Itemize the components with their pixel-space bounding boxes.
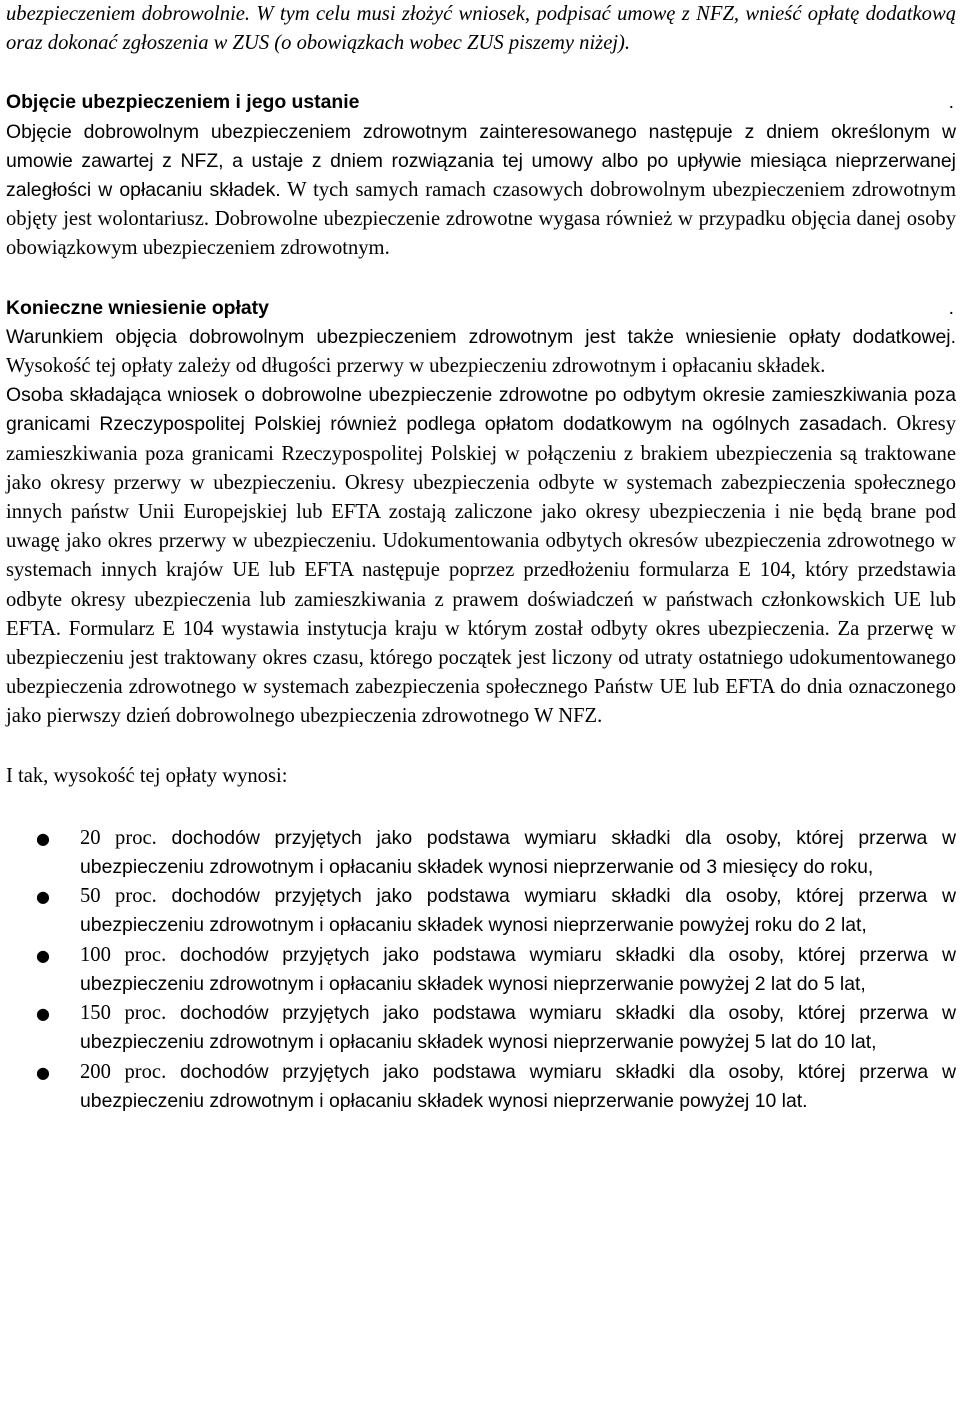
section-heading-row <box>6 294 956 323</box>
abroad-text-part3: Okresy ubezpieczenia odbyte w systemach zabezpieczenia społecznego innych państw Unii Europejskiej lub EFTA zostają zaliczone jako okresy ubezpieczenia i nie będą brane pod uwagę jako okres przerwy w ubezpieczeniu. Udokumentowania odbytych okresów ubezpieczenia zdrowotnego w systemach innych krajów UE lub EFTA następuje poprzez przedłożeniu formularza E 104, który przedstawia odbyte okresy ubezpieczenia lub zamieszkiwania z prawem doświadczeń w państwach członkowskich UE lub EFTA. Formularz E 104 wystawia instytucja kraju w którym został odbyty okres ubezpieczenia. Za przerwę w ubezpieczeniu jest traktowany okres czasu, którego początek jest liczony od utraty ostatniego udokumentowanego ubezpieczenia zdrowotnego w systemach zabezpieczenia społecznego Państw UE lub EFTA do dnia oznaczonego jako pierwszy dzień dobrowolnego ubezpieczenia zdrowotnego W NFZ. <box>6 471 956 728</box>
spacer <box>6 58 956 88</box>
fee-rate: 200 proc. <box>80 1060 167 1083</box>
fee-rate: 100 proc. <box>80 943 167 966</box>
document-page <box>6 0 956 1116</box>
coverage-paragraph <box>6 118 956 264</box>
list-item <box>6 1058 956 1116</box>
abroad-text-part2: Okresy zamieszkiwania poza granicami Rzeczypospolitej Polskiej w połączeniu z brakiem ubezpieczenia są traktowane jako okresy przerwy w ubezpieczeniu. <box>6 413 956 494</box>
fee-description: dochodów przyjętych jako podstawa wymiaru składki dla osoby, której przerwa w ubezpieczeniu zdrowotnym i opłacaniu składek wynosi nieprzerwanie powyżej 5 lat do 10 lat, <box>80 1002 957 1054</box>
fee-list <box>6 824 956 1116</box>
bullet-icon: ● <box>36 828 50 848</box>
fee-text-part1: Warunkiem objęcia dobrowolnym ubezpieczeniem zdrowotnym jest także wniesienie opłaty dodatkowej. <box>6 325 956 348</box>
spacer <box>6 732 956 762</box>
fee-text-part2: Wysokość tej opłaty zależy od długości przerwy w ubezpieczeniu zdrowotnym i opłacaniu składek. <box>6 355 826 378</box>
section-heading-fee: Konieczne wniesienie opłaty <box>6 296 269 319</box>
bullet-icon: ● <box>36 1004 50 1024</box>
bullet-icon: ● <box>36 887 50 907</box>
abroad-text-part1: Osoba składająca wniosek o dobrowolne ubezpieczenie zdrowotne po odbytym okresie zamieszkiwania poza granicami Rzeczypospolitej Polskiej również podlega opłatom dodatkowym na ogólnych zasadach. <box>6 384 956 436</box>
fee-rate: 20 proc. <box>80 826 157 849</box>
fee-description: dochodów przyjętych jako podstawa wymiaru składki dla osoby, której przerwa w ubezpieczeniu zdrowotnym i opłacaniu składek wynosi nieprzerwanie powyżej 2 lat do 5 lat, <box>80 943 957 995</box>
section-heading-row <box>6 88 956 117</box>
section-heading-coverage: Objęcie ubezpieczeniem i jego ustanie <box>6 91 360 114</box>
spacer <box>6 264 956 294</box>
list-item <box>6 882 956 940</box>
fee-description: dochodów przyjętych jako podstawa wymiaru składki dla osoby, której przerwa w ubezpieczeniu zdrowotnym i opłacaniu składek wynosi nieprzerwanie powyżej roku do 2 lat, <box>80 885 956 937</box>
heading-dot: . <box>948 296 954 319</box>
coverage-text-part2: W tych samych ramach czasowych dobrowolnym ubezpieczeniem zdrowotnym objęty jest wolontariusz. <box>6 179 956 231</box>
intro-paragraph: ubezpieczeniem dobrowolnie. W tym celu musi złożyć wniosek, podpisać umowę z NFZ, wnieść opłatę dodatkową oraz dokonać zgłoszenia w ZUS (o obowiązkach wobec ZUS piszemy niżej). <box>6 3 956 55</box>
fee-paragraph <box>6 323 956 381</box>
coverage-text-part3: Dobrowolne ubezpieczenie zdrowotne wygasa również w przypadku objęcia danej osoby obowiązkowym ubezpieczeniem zdrowotnym. <box>6 208 956 260</box>
list-item <box>6 999 956 1057</box>
fee-list-lead: I tak, wysokość tej opłaty wynosi: <box>6 764 288 787</box>
coverage-text-part1: Objęcie dobrowolnym ubezpieczeniem zdrowotnym zainteresowanego następuje z dniem określonym w umowie zawartej z NFZ, a ustaje z dniem rozwiązania tej umowy albo po upływie miesiąca nieprzerwanej zaległości w opłacaniu składek. <box>6 120 956 202</box>
fee-rate: 150 proc. <box>80 1002 167 1025</box>
fee-description: dochodów przyjętych jako podstawa wymiaru składki dla osoby, której przerwa w ubezpieczeniu zdrowotnym i opłacaniu składek wynosi nieprzerwanie powyżej 10 lat. <box>80 1060 957 1112</box>
fee-rate: 50 proc. <box>80 885 157 908</box>
bullet-icon: ● <box>36 1062 50 1082</box>
heading-dot: . <box>948 91 954 114</box>
bullet-icon: ● <box>36 945 50 965</box>
list-item <box>6 941 956 999</box>
fee-description: dochodów przyjętych jako podstawa wymiaru składki dla osoby, której przerwa w ubezpieczeniu zdrowotnym i opłacaniu składek wynosi nieprzerwanie od 3 miesięcy do roku, <box>80 826 956 879</box>
spacer <box>6 791 956 824</box>
list-item <box>6 824 956 882</box>
abroad-paragraph <box>6 381 956 731</box>
